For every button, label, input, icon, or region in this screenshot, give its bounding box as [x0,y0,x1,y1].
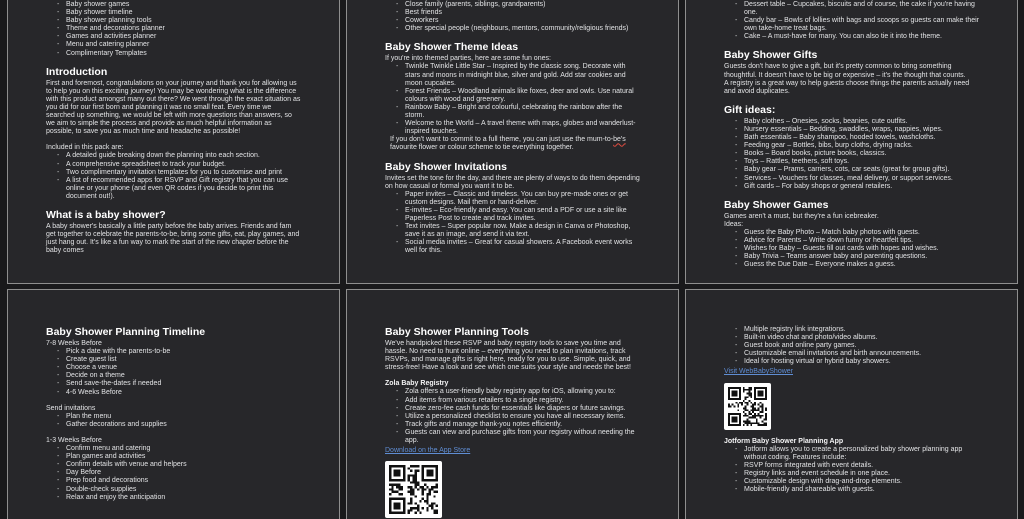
bullet-list [385,191,640,256]
bullet-item: - Confirm details with venue and helpers [66,461,301,469]
paragraph: 7-8 Weeks Before [46,340,102,347]
bullet-item: - Double-check supplies [66,486,301,494]
section-heading: Jotform Baby Shower Planning App [724,437,844,445]
bullet-list [724,118,979,191]
bullet-list [385,388,640,445]
bullet-item: - Forest Friends – Woodland animals like foxes, deer and owls. Use natural colours with wood and greenery. [405,88,640,104]
paragraph: A registry is a great way to help guests choose things the parents actually need and avoid duplicates. [724,79,970,95]
bullet-list [724,326,979,366]
paragraph: We've handpicked these RSVP and baby registry tools to save you time and hassle. No need to hunt online – everything you need to plan invitations, track RSVPs, and manage gifts is right here, ready for you to use. Simple, quick, and stress-free! Have a look and see which one suits your style and needs the best! [385,340,631,372]
bullet-item: - Utilize a personalized checklist to ensure you have all necessary items. [405,413,640,421]
bullet-list [385,63,640,136]
bullet-item: - Prep food and decorations [66,477,301,485]
bullet-item: - Books – Board books, picture books, classics. [744,150,979,158]
bullet-item: - Guess the Baby Photo – Match baby photos with guests. [744,229,979,237]
section-heading: Introduction [46,65,108,78]
bullet-list [46,348,301,397]
bullet-item: - Built-in video chat and photo/video albums. [744,334,979,342]
bullet-item: - Choose a venue [66,364,301,372]
paragraph: First and foremost, congratulations on your journey and thank you for allowing us to help you on this exciting journey! You may be wondering what is the difference with this product amongst many out there? We went through the exact situation as you did for our first born and planning it was no small feat. Every time we searched up something, we would be left with more questions than answers, so we aim to simple the process and provide as much helpful information as possible, to save you as much time and headache as possible! [46,79,301,136]
bullet-list [724,1,979,41]
bullet-item: - Baby shower timeline [66,9,301,17]
bullet-item: - Paper invites – Classic and timeless. You can buy pre-made ones or get custom designs. Mail them or hand-deliver. [405,191,640,207]
section-heading: Gift ideas: [724,103,776,116]
bullet-item: - A comprehensive spreadsheet to track your budget. [66,161,301,169]
paragraph: If you don't want to commit to a full theme, you can just use the mum-to-be's favourite flower or colour scheme to tie everything together. [390,136,626,152]
bullet-item: - Dessert table – Cupcakes, biscuits and of course, the cake if you're having one. [744,1,979,17]
bullet-item: - E-invites – Eco-friendly and easy. You can send a PDF or use a site like Paperless Post to create and track invites. [405,207,640,223]
bullet-item: - Guest book and online party games. [744,342,979,350]
bullet-item: - Services – Vouchers for classes, meal delivery, or support services. [744,175,979,183]
misspelled-word: be's [613,136,626,144]
bullet-item: - Twinkle Twinkle Little Star – Inspired by the classic song. Decorate with stars and moons in midnight blue, silver and gold. Add star cookies and moon cupcakes. [405,63,640,87]
paragraph: Send invitations [46,404,96,412]
bullet-item: - Track gifts and manage thank-you notes efficiently. [405,421,640,429]
paragraph: Ideas: [724,220,744,228]
webbabyshower-link[interactable]: Visit WebBabyShower [724,368,793,376]
paragraph: Included in this pack are: [46,144,124,152]
bullet-item: - Feeding gear – Bottles, bibs, burp cloths, drying racks. [744,142,979,150]
section-heading: What is a baby shower? [46,208,166,221]
bullet-item: - Customizable design with drag-and-drop elements. [744,478,979,486]
bullet-item: - Baby shower planning tools [66,17,301,25]
section-heading: Baby Shower Games [724,198,829,211]
bullet-item: - Guests can view and purchase gifts from your registry without needing the app. [405,429,640,445]
bullet-item: - Complimentary Templates [66,50,301,58]
page-3 [685,0,1018,284]
bullet-item: - Other special people (neighbours, mentors, community/religious friends) [405,25,640,33]
bullet-item: - Social media invites – Great for casual showers. A Facebook event works well for this. [405,239,640,255]
bullet-list [46,413,301,429]
bullet-item: - Baby gear – Prams, carriers, cots, car seats (great for group gifts). [744,166,979,174]
bullet-item: - Zola offers a user-friendly baby registry app for iOS, allowing you to: [405,388,640,396]
bullet-item: - Create guest list [66,356,301,364]
bullet-item: - A detailed guide breaking down the planning into each section. [66,152,301,160]
bullet-item: - Gift cards – For baby shops or general retailers. [744,183,979,191]
page-2 [346,0,679,284]
bullet-item: - Pick a date with the parents-to-be [66,348,301,356]
bullet-item: - Cake – A must-have for many. You can also tie it into the theme. [744,33,979,41]
paragraph: If you're into themed parties, here are some fun ones: [385,55,551,63]
bullet-item: - Send save-the-dates if needed [66,380,301,388]
bullet-item: - Text invites – Super popular now. Make a design in Canva or Photoshop, save it as an image, and send it via text. [405,223,640,239]
bullet-item: - Toys – Rattles, teethers, soft toys. [744,158,979,166]
bullet-item: - Baby clothes – Onesies, socks, beanies, cute outfits. [744,118,979,126]
bullet-item: - Welcome to the World – A travel theme with maps, globes and wanderlust-inspired touches. [405,120,640,136]
paragraph: A baby shower's basically a little party before the baby arrives. Friends and fam get together to celebrate the parents-to-be, bring some gifts, eat, play games, and just hang out. It's like a fun way to mark the start of the new chapter before the baby comes [46,222,300,255]
bullet-item: - Plan games and activities [66,453,301,461]
bullet-item: - Coworkers [405,17,640,25]
app-store-link[interactable]: Download on the App Store [385,447,471,455]
bullet-item: - Baby shower games [66,1,301,9]
bullet-list [724,446,979,495]
bullet-item: - A list of recommended apps for RSVP and Gift registry that you can use online or your phone (and even QR codes if you decide to print this document out!). [66,177,301,201]
qr-code [724,383,771,430]
page-6 [685,289,1018,519]
section-heading: Baby Shower Invitations [385,160,507,173]
bullet-item: - Bath essentials – Baby shampoo, hooded towels, washcloths. [744,134,979,142]
bullet-item: - Rainbow Baby – Bright and colourful, celebrating the rainbow after the storm. [405,104,640,120]
bullet-list [385,1,640,33]
bullet-item: - Registry links and event schedule in one place. [744,470,979,478]
section-heading: Zola Baby Registry [385,380,449,388]
bullet-item: - Guess the Due Date – Everyone makes a guess. [744,261,979,269]
bullet-item: - Theme and decorations planner [66,25,301,33]
bullet-item: - Relax and enjoy the anticipation [66,494,301,502]
page-4 [7,289,340,519]
bullet-item: - Nursery essentials – Bedding, swaddles, wraps, nappies, wipes. [744,126,979,134]
bullet-item: - RSVP forms integrated with event details. [744,462,979,470]
bullet-item: - Games and activities planner [66,33,301,41]
bullet-item: - Advice for Parents – Write down funny or heartfelt tips. [744,237,979,245]
page-1 [7,0,340,284]
bullet-item: - Best friends [405,9,640,17]
bullet-item: - Add items from various retailers to a single registry. [405,397,640,405]
bullet-item: - Ideal for hosting virtual or hybrid baby showers. [744,358,979,366]
paragraph: Invites set the tone for the day, and there are plenty of ways to do them depending on how casual or formal you want it to be. [385,174,640,190]
bullet-item: - Two complimentary invitation templates for you to customise and print [66,169,301,177]
bullet-item: - Customizable email invitations and birth announcements. [744,350,979,358]
bullet-list [46,152,301,201]
bullet-item: - 4-6 Weeks Before [66,389,301,397]
bullet-item: - Wishes for Baby – Guests fill out cards with hopes and wishes. [744,245,979,253]
section-heading: Baby Shower Planning Tools [385,326,529,338]
paragraph: 1-3 Weeks Before [46,436,102,444]
page-5 [346,289,679,519]
bullet-item: - Create zero-fee cash funds for essentials like diapers or future savings. [405,405,640,413]
bullet-item: - Menu and catering planner [66,41,301,49]
bullet-item: - Confirm menu and catering [66,445,301,453]
bullet-list [46,445,301,502]
qr-code [385,461,442,518]
bullet-item: - Gather decorations and supplies [66,421,301,429]
bullet-item: - Candy bar – Bowls of lollies with bags and scoops so guests can make their own take-home treat bags. [744,17,979,33]
bullet-item: - Day Before [66,469,301,477]
bullet-item: - Close family (parents, siblings, grandparents) [405,1,640,9]
bullet-item: - Multiple registry link integrations. [744,326,979,334]
section-heading: Baby Shower Gifts [724,49,818,62]
bullet-list [724,229,979,269]
section-heading: Baby Shower Planning Timeline [46,326,206,338]
bullet-item: - Mobile-friendly and shareable with guests. [744,486,979,494]
section-heading: Baby Shower Theme Ideas [385,41,519,54]
bullet-item: - Plan the menu [66,413,301,421]
bullet-item: - Decide on a theme [66,372,301,380]
bullet-list [46,1,301,58]
paragraph: Guests don't have to give a gift, but it's pretty common to bring something thoughtful. It doesn't have to be big or expensive – it's the thought that counts. [724,63,966,79]
bullet-item: - Baby Trivia – Teams answer baby and parenting questions. [744,253,979,261]
paragraph: Games aren't a must, but they're a fun icebreaker. [724,212,879,220]
bullet-item: - Jotform allows you to create a personalized baby shower planning app without coding. Features include: [744,446,979,462]
